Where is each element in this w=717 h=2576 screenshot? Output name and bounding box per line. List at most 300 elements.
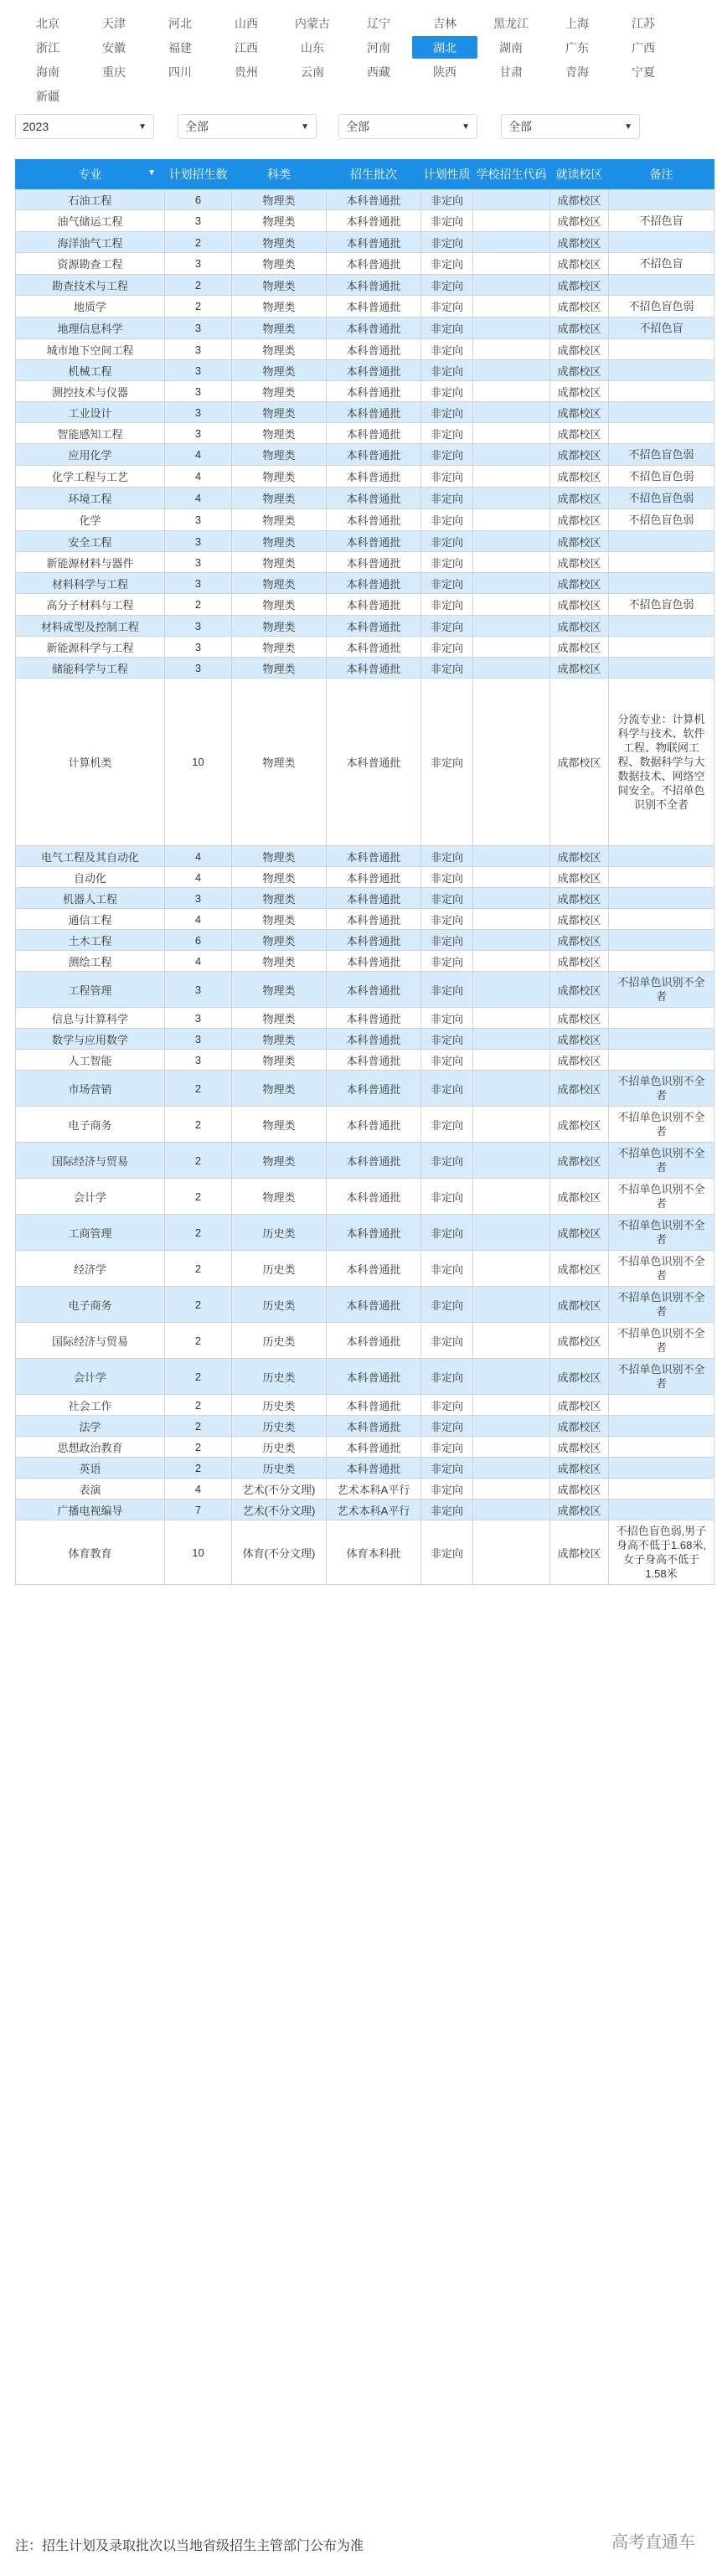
cell-major: 材料成型及控制工程 <box>16 616 165 637</box>
cell-plan-type: 非定向 <box>421 253 473 275</box>
cell-plan-count: 3 <box>165 339 232 360</box>
cell-school-code <box>473 1395 550 1416</box>
table-row <box>16 552 714 573</box>
cell-major: 数学与应用数学 <box>16 1029 165 1050</box>
cell-campus: 成都校区 <box>550 1215 609 1251</box>
cell-remark <box>609 1500 714 1520</box>
cell-subject: 物理类 <box>232 275 327 296</box>
cell-batch: 本科普通批 <box>327 1029 421 1050</box>
cell-plan-type: 非定向 <box>421 616 473 637</box>
cell-batch: 体育本科批 <box>327 1520 421 1585</box>
cell-plan-type: 非定向 <box>421 444 473 466</box>
cell-plan-count: 3 <box>165 658 232 679</box>
table-row <box>16 930 714 951</box>
cell-major: 化学工程与工艺 <box>16 466 165 488</box>
table-row <box>16 909 714 930</box>
cell-school-code <box>473 488 550 509</box>
cell-subject: 物理类 <box>232 509 327 531</box>
cell-remark: 不招单色识别不全者 <box>609 1071 714 1107</box>
cell-plan-type: 非定向 <box>421 1479 473 1500</box>
cell-school-code <box>473 1458 550 1479</box>
cell-plan-count: 2 <box>165 1215 232 1251</box>
cell-batch: 本科普通批 <box>327 1179 421 1215</box>
cell-plan-count: 3 <box>165 509 232 531</box>
cell-plan-count: 2 <box>165 1143 232 1179</box>
cell-remark <box>609 1008 714 1029</box>
cell-major: 安全工程 <box>16 531 165 552</box>
cell-major: 应用化学 <box>16 444 165 466</box>
cell-major: 化学 <box>16 509 165 531</box>
plan-type-select[interactable] <box>501 114 640 139</box>
chevron-down-icon: ▼ <box>462 121 470 132</box>
cell-batch: 本科普通批 <box>327 253 421 275</box>
cell-campus: 成都校区 <box>550 1437 609 1458</box>
cell-school-code <box>473 317 550 339</box>
table-row <box>16 867 714 888</box>
cell-plan-type: 非定向 <box>421 1029 473 1050</box>
cell-campus: 成都校区 <box>550 1071 609 1107</box>
cell-campus: 成都校区 <box>550 972 609 1008</box>
cell-plan-count: 2 <box>165 1251 232 1287</box>
cell-plan-count: 4 <box>165 466 232 488</box>
province-item[interactable]: 甘肃 <box>499 65 523 79</box>
plan-type-select-value: 全部 <box>508 120 532 133</box>
cell-major: 测绘工程 <box>16 951 165 972</box>
column-header-school-code: 学校招生代码 <box>473 160 550 189</box>
cell-plan-type: 非定向 <box>421 846 473 867</box>
cell-batch: 本科普通批 <box>327 1251 421 1287</box>
cell-subject: 体育(不分文理) <box>232 1520 327 1585</box>
cell-plan-type: 非定向 <box>421 488 473 509</box>
cell-subject: 物理类 <box>232 423 327 444</box>
table-row <box>16 339 714 360</box>
table-row <box>16 658 714 679</box>
cell-major: 机器人工程 <box>16 888 165 909</box>
province-item[interactable]: 内蒙古 <box>295 16 330 30</box>
cell-campus: 成都校区 <box>550 1179 609 1215</box>
cell-major: 智能感知工程 <box>16 423 165 444</box>
column-header-major[interactable]: 专业 ▼ <box>16 160 165 189</box>
cell-major: 通信工程 <box>16 909 165 930</box>
province-item[interactable]: 北京 <box>36 16 59 30</box>
cell-plan-type: 非定向 <box>421 232 473 253</box>
table-header-row <box>16 160 714 189</box>
cell-school-code <box>473 1107 550 1143</box>
cell-campus: 成都校区 <box>550 488 609 509</box>
cell-batch: 本科普通批 <box>327 679 421 846</box>
cell-school-code <box>473 1008 550 1029</box>
cell-plan-count: 2 <box>165 1359 232 1395</box>
chevron-down-icon: ▼ <box>301 121 309 132</box>
table-row <box>16 846 714 867</box>
province-item[interactable]: 青海 <box>565 65 589 79</box>
table-row <box>16 1107 714 1143</box>
cell-batch: 本科普通批 <box>327 210 421 232</box>
chevron-down-icon: ▼ <box>624 121 632 132</box>
province-item[interactable]: 浙江 <box>36 40 59 54</box>
cell-batch: 本科普通批 <box>327 888 421 909</box>
year-select[interactable] <box>15 114 154 139</box>
cell-major: 工商管理 <box>16 1215 165 1251</box>
cell-batch: 本科普通批 <box>327 488 421 509</box>
cell-subject: 物理类 <box>232 1050 327 1071</box>
cell-plan-count: 2 <box>165 1071 232 1107</box>
cell-campus: 成都校区 <box>550 846 609 867</box>
cell-plan-count: 3 <box>165 637 232 658</box>
cell-batch: 本科普通批 <box>327 573 421 594</box>
cell-remark <box>609 423 714 444</box>
table-row <box>16 1008 714 1029</box>
cell-school-code <box>473 210 550 232</box>
table-row <box>16 402 714 423</box>
table-row <box>16 232 714 253</box>
cell-subject: 物理类 <box>232 846 327 867</box>
table-row <box>16 1437 714 1458</box>
column-header-batch: 招生批次 <box>327 160 421 189</box>
cell-plan-count: 3 <box>165 1029 232 1050</box>
cell-major: 社会工作 <box>16 1395 165 1416</box>
cell-subject: 物理类 <box>232 594 327 616</box>
cell-school-code <box>473 637 550 658</box>
province-item[interactable]: 湖南 <box>499 40 523 54</box>
province-item[interactable]: 广东 <box>565 40 589 54</box>
cell-subject: 物理类 <box>232 972 327 1008</box>
cell-remark <box>609 232 714 253</box>
cell-school-code <box>473 1359 550 1395</box>
cell-remark <box>609 930 714 951</box>
cell-major: 国际经济与贸易 <box>16 1143 165 1179</box>
cell-subject: 物理类 <box>232 189 327 210</box>
cell-plan-count: 2 <box>165 232 232 253</box>
cell-school-code <box>473 1500 550 1520</box>
cell-remark <box>609 637 714 658</box>
cell-major: 新能源科学与工程 <box>16 637 165 658</box>
cell-plan-count: 4 <box>165 867 232 888</box>
table-row <box>16 637 714 658</box>
table-row <box>16 1359 714 1395</box>
cell-batch: 本科普通批 <box>327 466 421 488</box>
cell-major: 会计学 <box>16 1359 165 1395</box>
cell-plan-count: 3 <box>165 317 232 339</box>
cell-plan-count: 2 <box>165 1323 232 1359</box>
cell-campus: 成都校区 <box>550 573 609 594</box>
cell-remark <box>609 275 714 296</box>
cell-plan-type: 非定向 <box>421 466 473 488</box>
cell-campus: 成都校区 <box>550 402 609 423</box>
cell-remark: 不招色盲色弱 <box>609 488 714 509</box>
table-row <box>16 1395 714 1416</box>
enrollment-plan-table <box>15 159 714 1585</box>
column-header-plan-count: 计划招生数 <box>165 160 232 189</box>
cell-remark: 不招色盲 <box>609 317 714 339</box>
cell-school-code <box>473 616 550 637</box>
cell-school-code <box>473 951 550 972</box>
cell-major: 测控技术与仪器 <box>16 381 165 402</box>
cell-school-code <box>473 232 550 253</box>
cell-subject: 物理类 <box>232 909 327 930</box>
cell-school-code <box>473 275 550 296</box>
table-row <box>16 594 714 616</box>
province-item[interactable]: 河南 <box>367 40 390 54</box>
cell-batch: 本科普通批 <box>327 1071 421 1107</box>
cell-plan-count: 3 <box>165 381 232 402</box>
cell-campus: 成都校区 <box>550 275 609 296</box>
cell-remark <box>609 573 714 594</box>
province-item[interactable]: 辽宁 <box>367 16 390 30</box>
cell-campus: 成都校区 <box>550 1416 609 1437</box>
province-item[interactable]: 天津 <box>102 16 126 30</box>
cell-subject: 物理类 <box>232 402 327 423</box>
cell-campus: 成都校区 <box>550 1143 609 1179</box>
cell-plan-type: 非定向 <box>421 1251 473 1287</box>
cell-batch: 本科普通批 <box>327 275 421 296</box>
cell-school-code <box>473 658 550 679</box>
cell-school-code <box>473 466 550 488</box>
cell-school-code <box>473 1520 550 1585</box>
batch-select[interactable] <box>338 114 477 139</box>
cell-plan-type: 非定向 <box>421 1437 473 1458</box>
chevron-down-icon: ▼ <box>138 121 147 132</box>
table-row <box>16 1458 714 1479</box>
cell-batch: 艺术本科A平行 <box>327 1479 421 1500</box>
cell-campus: 成都校区 <box>550 1107 609 1143</box>
cell-remark: 不招色盲 <box>609 210 714 232</box>
cell-campus: 成都校区 <box>550 616 609 637</box>
cell-plan-type: 非定向 <box>421 1050 473 1071</box>
cell-plan-type: 非定向 <box>421 381 473 402</box>
cell-batch: 本科普通批 <box>327 1215 421 1251</box>
cell-plan-count: 3 <box>165 423 232 444</box>
cell-plan-count: 4 <box>165 909 232 930</box>
cell-subject: 物理类 <box>232 658 327 679</box>
cell-plan-count: 2 <box>165 1107 232 1143</box>
cell-school-code <box>473 846 550 867</box>
cell-batch: 本科普通批 <box>327 339 421 360</box>
cell-school-code <box>473 888 550 909</box>
cell-campus: 成都校区 <box>550 339 609 360</box>
cell-school-code <box>473 402 550 423</box>
cell-plan-type: 非定向 <box>421 594 473 616</box>
province-selector <box>15 12 702 107</box>
cell-subject: 物理类 <box>232 317 327 339</box>
province-item[interactable]: 山东 <box>301 40 324 54</box>
cell-school-code <box>473 573 550 594</box>
cell-batch: 本科普通批 <box>327 531 421 552</box>
cell-plan-type: 非定向 <box>421 1520 473 1585</box>
cell-plan-type: 非定向 <box>421 972 473 1008</box>
cell-remark: 不招单色识别不全者 <box>609 1215 714 1251</box>
cell-remark <box>609 552 714 573</box>
cell-school-code <box>473 253 550 275</box>
cell-major: 土木工程 <box>16 930 165 951</box>
cell-subject: 物理类 <box>232 531 327 552</box>
cell-plan-count: 2 <box>165 1287 232 1323</box>
cell-plan-count: 4 <box>165 444 232 466</box>
cell-campus: 成都校区 <box>550 888 609 909</box>
cell-school-code <box>473 1050 550 1071</box>
cell-major: 资源勘查工程 <box>16 253 165 275</box>
cell-plan-count: 3 <box>165 1050 232 1071</box>
category-select[interactable] <box>178 114 317 139</box>
cell-campus: 成都校区 <box>550 531 609 552</box>
cell-subject: 物理类 <box>232 253 327 275</box>
cell-major: 勘查技术与工程 <box>16 275 165 296</box>
table-row <box>16 972 714 1008</box>
cell-school-code <box>473 509 550 531</box>
province-item[interactable]: 江苏 <box>632 16 655 30</box>
cell-batch: 本科普通批 <box>327 189 421 210</box>
province-item[interactable]: 广西 <box>632 40 655 54</box>
province-item[interactable]: 陕西 <box>433 65 457 79</box>
cell-school-code <box>473 1251 550 1287</box>
cell-plan-type: 非定向 <box>421 1107 473 1143</box>
province-item[interactable]: 吉林 <box>433 16 457 30</box>
province-item[interactable]: 重庆 <box>102 65 126 79</box>
cell-plan-count: 4 <box>165 1479 232 1500</box>
cell-batch: 本科普通批 <box>327 616 421 637</box>
cell-subject: 物理类 <box>232 1143 327 1179</box>
cell-major: 石油工程 <box>16 189 165 210</box>
cell-subject: 物理类 <box>232 339 327 360</box>
cell-campus: 成都校区 <box>550 594 609 616</box>
province-item[interactable]: 福建 <box>168 40 192 54</box>
cell-plan-count: 2 <box>165 1416 232 1437</box>
cell-batch: 本科普通批 <box>327 658 421 679</box>
cell-subject: 艺术(不分文理) <box>232 1479 327 1500</box>
province-item[interactable]: 湖北 <box>412 36 477 59</box>
cell-plan-type: 非定向 <box>421 531 473 552</box>
cell-plan-count: 2 <box>165 1437 232 1458</box>
cell-batch: 本科普通批 <box>327 930 421 951</box>
cell-plan-type: 非定向 <box>421 1143 473 1179</box>
cell-remark: 不招单色识别不全者 <box>609 1179 714 1215</box>
cell-batch: 本科普通批 <box>327 509 421 531</box>
cell-remark: 不招色盲色弱 <box>609 296 714 317</box>
province-item[interactable]: 新疆 <box>36 89 59 103</box>
cell-major: 法学 <box>16 1416 165 1437</box>
cell-remark <box>609 951 714 972</box>
cell-batch: 本科普通批 <box>327 1458 421 1479</box>
cell-batch: 本科普通批 <box>327 909 421 930</box>
cell-batch: 本科普通批 <box>327 381 421 402</box>
chevron-down-icon: ▼ <box>147 168 156 178</box>
cell-batch: 本科普通批 <box>327 552 421 573</box>
cell-plan-count: 3 <box>165 888 232 909</box>
cell-batch: 本科普通批 <box>327 972 421 1008</box>
cell-school-code <box>473 1179 550 1215</box>
cell-plan-count: 4 <box>165 951 232 972</box>
cell-plan-count: 3 <box>165 210 232 232</box>
table-row <box>16 317 714 339</box>
cell-plan-count: 3 <box>165 531 232 552</box>
cell-campus: 成都校区 <box>550 867 609 888</box>
cell-major: 体育教育 <box>16 1520 165 1585</box>
cell-major: 高分子材料与工程 <box>16 594 165 616</box>
year-select-value: 2023 <box>23 120 49 133</box>
cell-major: 广播电视编导 <box>16 1500 165 1520</box>
cell-major: 会计学 <box>16 1179 165 1215</box>
cell-remark: 不招单色识别不全者 <box>609 1251 714 1287</box>
cell-batch: 本科普通批 <box>327 1008 421 1029</box>
column-header-campus: 就读校区 <box>550 160 609 189</box>
province-item[interactable]: 海南 <box>36 65 59 79</box>
cell-remark <box>609 189 714 210</box>
cell-school-code <box>473 1479 550 1500</box>
cell-major: 电气工程及其自动化 <box>16 846 165 867</box>
cell-remark <box>609 658 714 679</box>
province-item[interactable]: 江西 <box>235 40 258 54</box>
province-item[interactable]: 贵州 <box>235 65 258 79</box>
cell-batch: 本科普通批 <box>327 1143 421 1179</box>
province-item[interactable]: 河北 <box>168 16 192 30</box>
cell-remark <box>609 360 714 381</box>
province-item[interactable]: 安徽 <box>102 40 126 54</box>
cell-plan-count: 3 <box>165 1008 232 1029</box>
cell-subject: 物理类 <box>232 679 327 846</box>
cell-remark: 不招单色识别不全者 <box>609 1143 714 1179</box>
brand-watermark: 高考直通车 <box>611 2532 695 2552</box>
cell-batch: 本科普通批 <box>327 423 421 444</box>
cell-remark: 分流专业：计算机科学与技术、软件工程、物联网工程、数据科学与大数据技术、网络空间安全。不招单色识别不全者 <box>609 679 714 846</box>
cell-campus: 成都校区 <box>550 1323 609 1359</box>
cell-major: 国际经济与贸易 <box>16 1323 165 1359</box>
table-row <box>16 253 714 275</box>
cell-subject: 物理类 <box>232 1179 327 1215</box>
cell-subject: 艺术(不分文理) <box>232 1500 327 1520</box>
province-item[interactable]: 四川 <box>168 65 192 79</box>
cell-plan-type: 非定向 <box>421 402 473 423</box>
province-item[interactable]: 山西 <box>235 16 258 30</box>
cell-plan-count: 3 <box>165 573 232 594</box>
province-item[interactable]: 宁夏 <box>632 65 655 79</box>
cell-school-code <box>473 1287 550 1323</box>
province-item[interactable]: 黑龙江 <box>493 16 529 30</box>
cell-major: 经济学 <box>16 1251 165 1287</box>
table-row <box>16 1479 714 1500</box>
cell-remark <box>609 1437 714 1458</box>
cell-batch: 本科普通批 <box>327 232 421 253</box>
cell-subject: 物理类 <box>232 1008 327 1029</box>
cell-plan-type: 非定向 <box>421 637 473 658</box>
cell-remark: 不招色盲色弱 <box>609 594 714 616</box>
table-row <box>16 444 714 466</box>
cell-school-code <box>473 423 550 444</box>
province-item[interactable]: 上海 <box>565 16 589 30</box>
cell-subject: 物理类 <box>232 444 327 466</box>
province-item[interactable]: 云南 <box>301 65 324 79</box>
category-select-value: 全部 <box>185 120 209 133</box>
cell-plan-count: 4 <box>165 488 232 509</box>
cell-remark <box>609 402 714 423</box>
cell-campus: 成都校区 <box>550 210 609 232</box>
cell-plan-count: 7 <box>165 1500 232 1520</box>
cell-batch: 本科普通批 <box>327 1050 421 1071</box>
cell-batch: 本科普通批 <box>327 846 421 867</box>
cell-batch: 本科普通批 <box>327 1323 421 1359</box>
cell-remark <box>609 867 714 888</box>
cell-subject: 历史类 <box>232 1458 327 1479</box>
cell-subject: 物理类 <box>232 210 327 232</box>
cell-campus: 成都校区 <box>550 930 609 951</box>
cell-subject: 历史类 <box>232 1437 327 1458</box>
cell-plan-count: 2 <box>165 594 232 616</box>
cell-remark: 不招单色识别不全者 <box>609 1107 714 1143</box>
cell-subject: 物理类 <box>232 1071 327 1107</box>
province-item[interactable]: 西藏 <box>367 65 390 79</box>
cell-school-code <box>473 909 550 930</box>
cell-remark: 不招单色识别不全者 <box>609 972 714 1008</box>
cell-remark: 不招色盲色弱 <box>609 444 714 466</box>
